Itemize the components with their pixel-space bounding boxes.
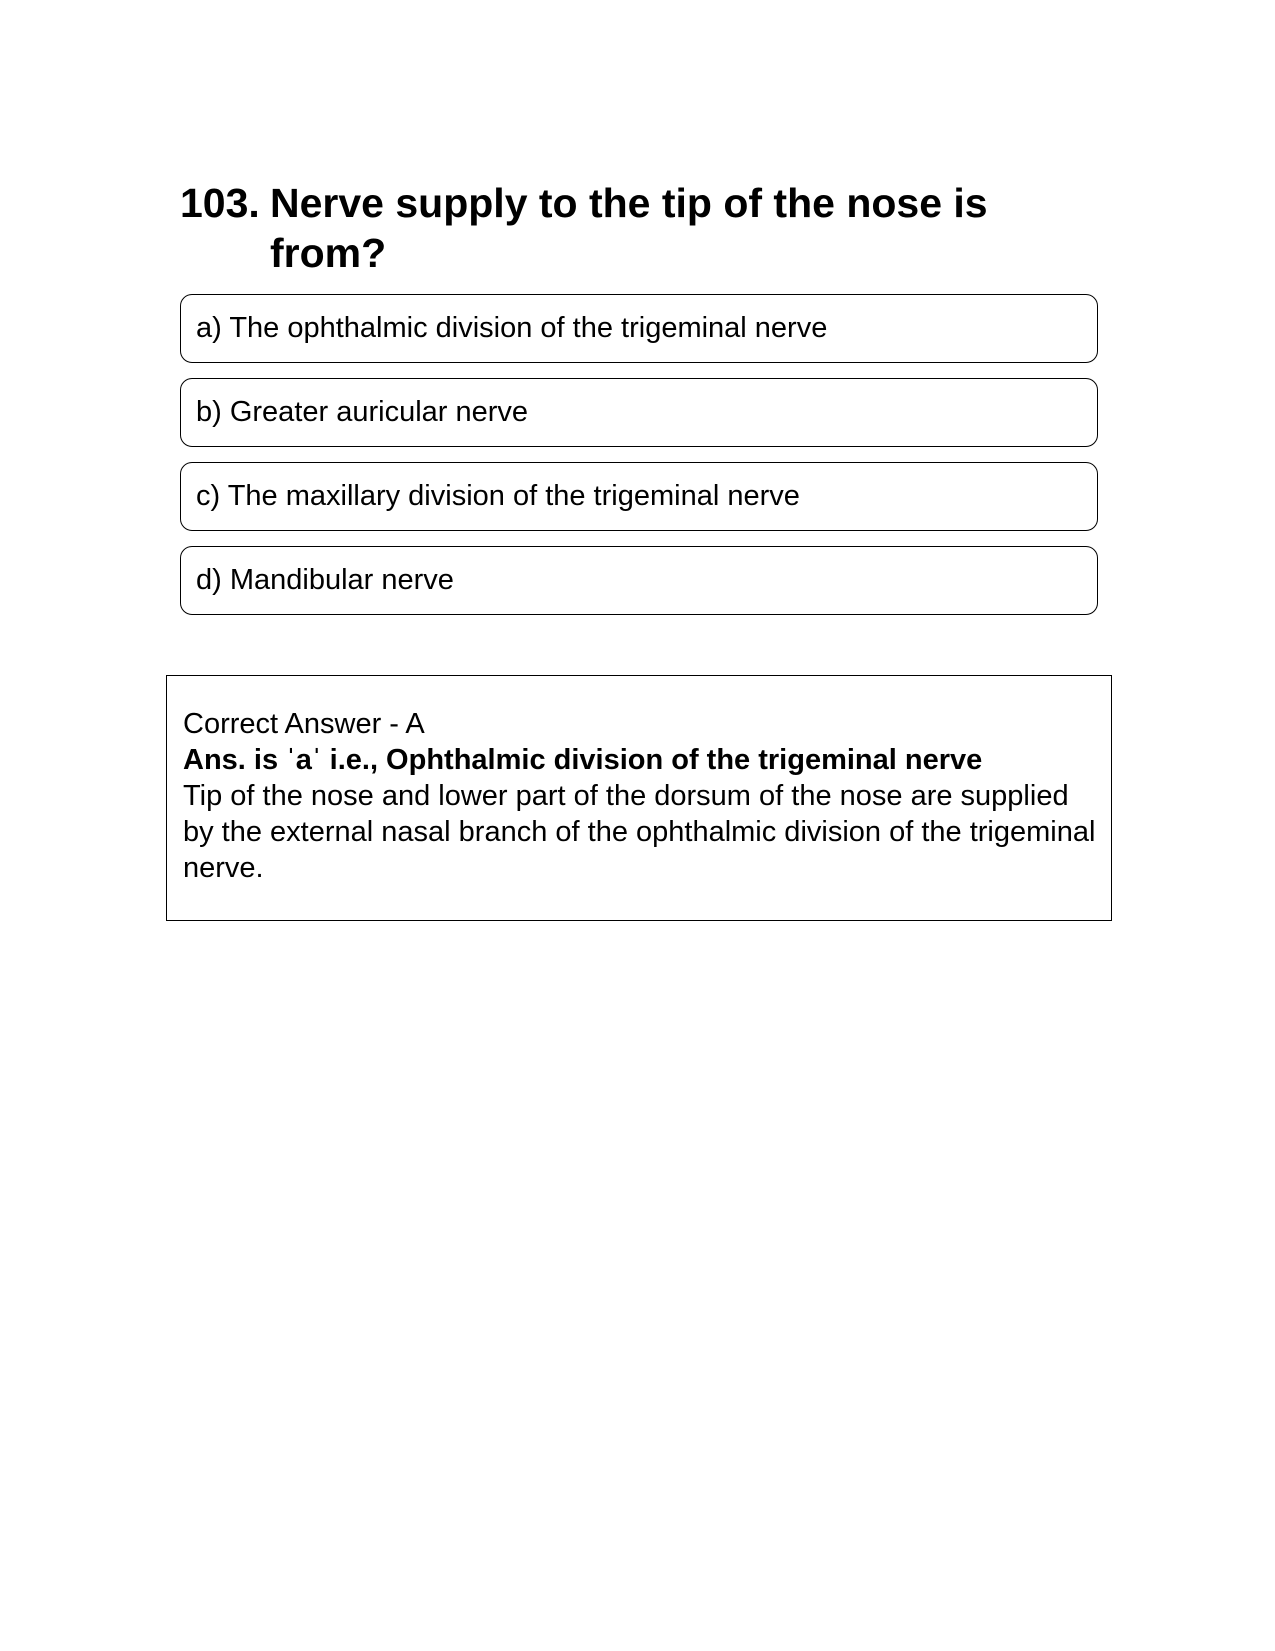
correct-answer: Correct Answer - A bbox=[183, 708, 425, 740]
option-a-label: a) The ophthalmic division of the trigeminal nerve bbox=[196, 312, 828, 344]
option-c-label: c) The maxillary division of the trigeminal nerve bbox=[196, 480, 800, 512]
question-number: 103. bbox=[180, 180, 260, 226]
question-heading bbox=[180, 178, 1060, 278]
option-c[interactable] bbox=[180, 462, 1098, 531]
option-d-label: d) Mandibular nerve bbox=[196, 564, 454, 596]
option-a[interactable] bbox=[180, 294, 1098, 363]
question-text: Nerve supply to the tip of the nose is from? bbox=[270, 180, 988, 276]
option-b[interactable] bbox=[180, 378, 1098, 447]
answer-explanation-box bbox=[166, 675, 1112, 921]
option-b-label: b) Greater auricular nerve bbox=[196, 396, 529, 428]
answer-heading: Ans. is ˈaˈ i.e., Ophthalmic division of the trigeminal nerve bbox=[183, 744, 983, 776]
answer-explanation: Tip of the nose and lower part of the dorsum of the nose are supplied by the external nasal branch of the ophthalmic division of the trigeminal nerve. bbox=[183, 780, 1096, 884]
options-list bbox=[180, 294, 1098, 630]
option-d[interactable] bbox=[180, 546, 1098, 615]
